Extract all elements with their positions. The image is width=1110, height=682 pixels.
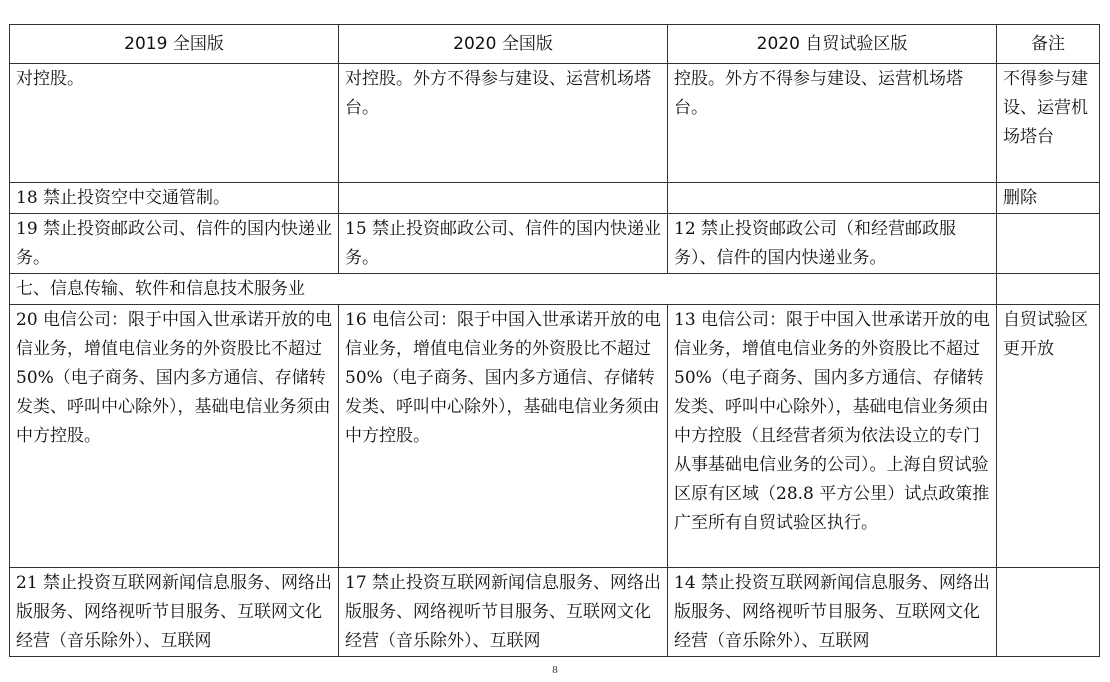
table-cell: 21 禁止投资互联网新闻信息服务、网络出版服务、网络视听节目服务、互联网文化经营（音乐除外）、互联网 <box>10 568 339 657</box>
header-row <box>10 25 1100 64</box>
page-number: 8 <box>552 664 558 676</box>
table-cell: 12 禁止投资邮政公司（和经营邮政服务）、信件的国内快递业务。 <box>668 214 997 274</box>
table-cell <box>339 183 668 214</box>
table-row <box>10 305 1100 568</box>
table-cell: 自贸试验区更开放 <box>997 305 1100 568</box>
table-row <box>10 214 1100 274</box>
table-cell <box>668 183 997 214</box>
table-row <box>10 64 1100 183</box>
table-cell: 控股。外方不得参与建设、运营机场塔台。 <box>668 64 997 183</box>
header-cell: 备注 <box>997 25 1100 64</box>
table-row <box>10 568 1100 657</box>
table-cell: 14 禁止投资互联网新闻信息服务、网络出版服务、网络视听节目服务、互联网文化经营（音乐除外）、互联网 <box>668 568 997 657</box>
table-cell <box>997 214 1100 274</box>
table-cell: 15 禁止投资邮政公司、信件的国内快递业务。 <box>339 214 668 274</box>
table-cell: 17 禁止投资互联网新闻信息服务、网络出版服务、网络视听节目服务、互联网文化经营（音乐除外）、互联网 <box>339 568 668 657</box>
section-heading: 七、信息传输、软件和信息技术服务业 <box>10 274 997 305</box>
table-cell: 18 禁止投资空中交通管制。 <box>10 183 339 214</box>
header-cell: 2020 自贸试验区版 <box>668 25 997 64</box>
table-row <box>10 183 1100 214</box>
table-cell: 20 电信公司：限于中国入世承诺开放的电信业务，增值电信业务的外资股比不超过 50%（电子商务、国内多方通信、存储转发类、呼叫中心除外），基础电信业务须由中方控股。 <box>10 305 339 568</box>
table-cell: 对控股。外方不得参与建设、运营机场塔台。 <box>339 64 668 183</box>
table-cell: 不得参与建设、运营机场塔台 <box>997 64 1100 183</box>
table-cell: 对控股。 <box>10 64 339 183</box>
table-cell <box>997 274 1100 305</box>
table-cell: 16 电信公司：限于中国入世承诺开放的电信业务，增值电信业务的外资股比不超过 50%（电子商务、国内多方通信、存储转发类、呼叫中心除外），基础电信业务须由中方控股。 <box>339 305 668 568</box>
table-cell: 删除 <box>997 183 1100 214</box>
table-cell: 19 禁止投资邮政公司、信件的国内快递业务。 <box>10 214 339 274</box>
table-cell: 13 电信公司：限于中国入世承诺开放的电信业务，增值电信业务的外资股比不超过 50%（电子商务、国内多方通信、存储转发类、呼叫中心除外），基础电信业务须由中方控股（且经营者须为依法设立的专门从事基础电信业务的公司）。上海自贸试验区原有区域（28.8 平方公里）试点政策推广至所有自贸试验区执行。 <box>668 305 997 568</box>
comparison-table <box>9 24 1100 657</box>
section-row <box>10 274 1100 305</box>
header-cell: 2019 全国版 <box>10 25 339 64</box>
table-cell <box>997 568 1100 657</box>
header-cell: 2020 全国版 <box>339 25 668 64</box>
